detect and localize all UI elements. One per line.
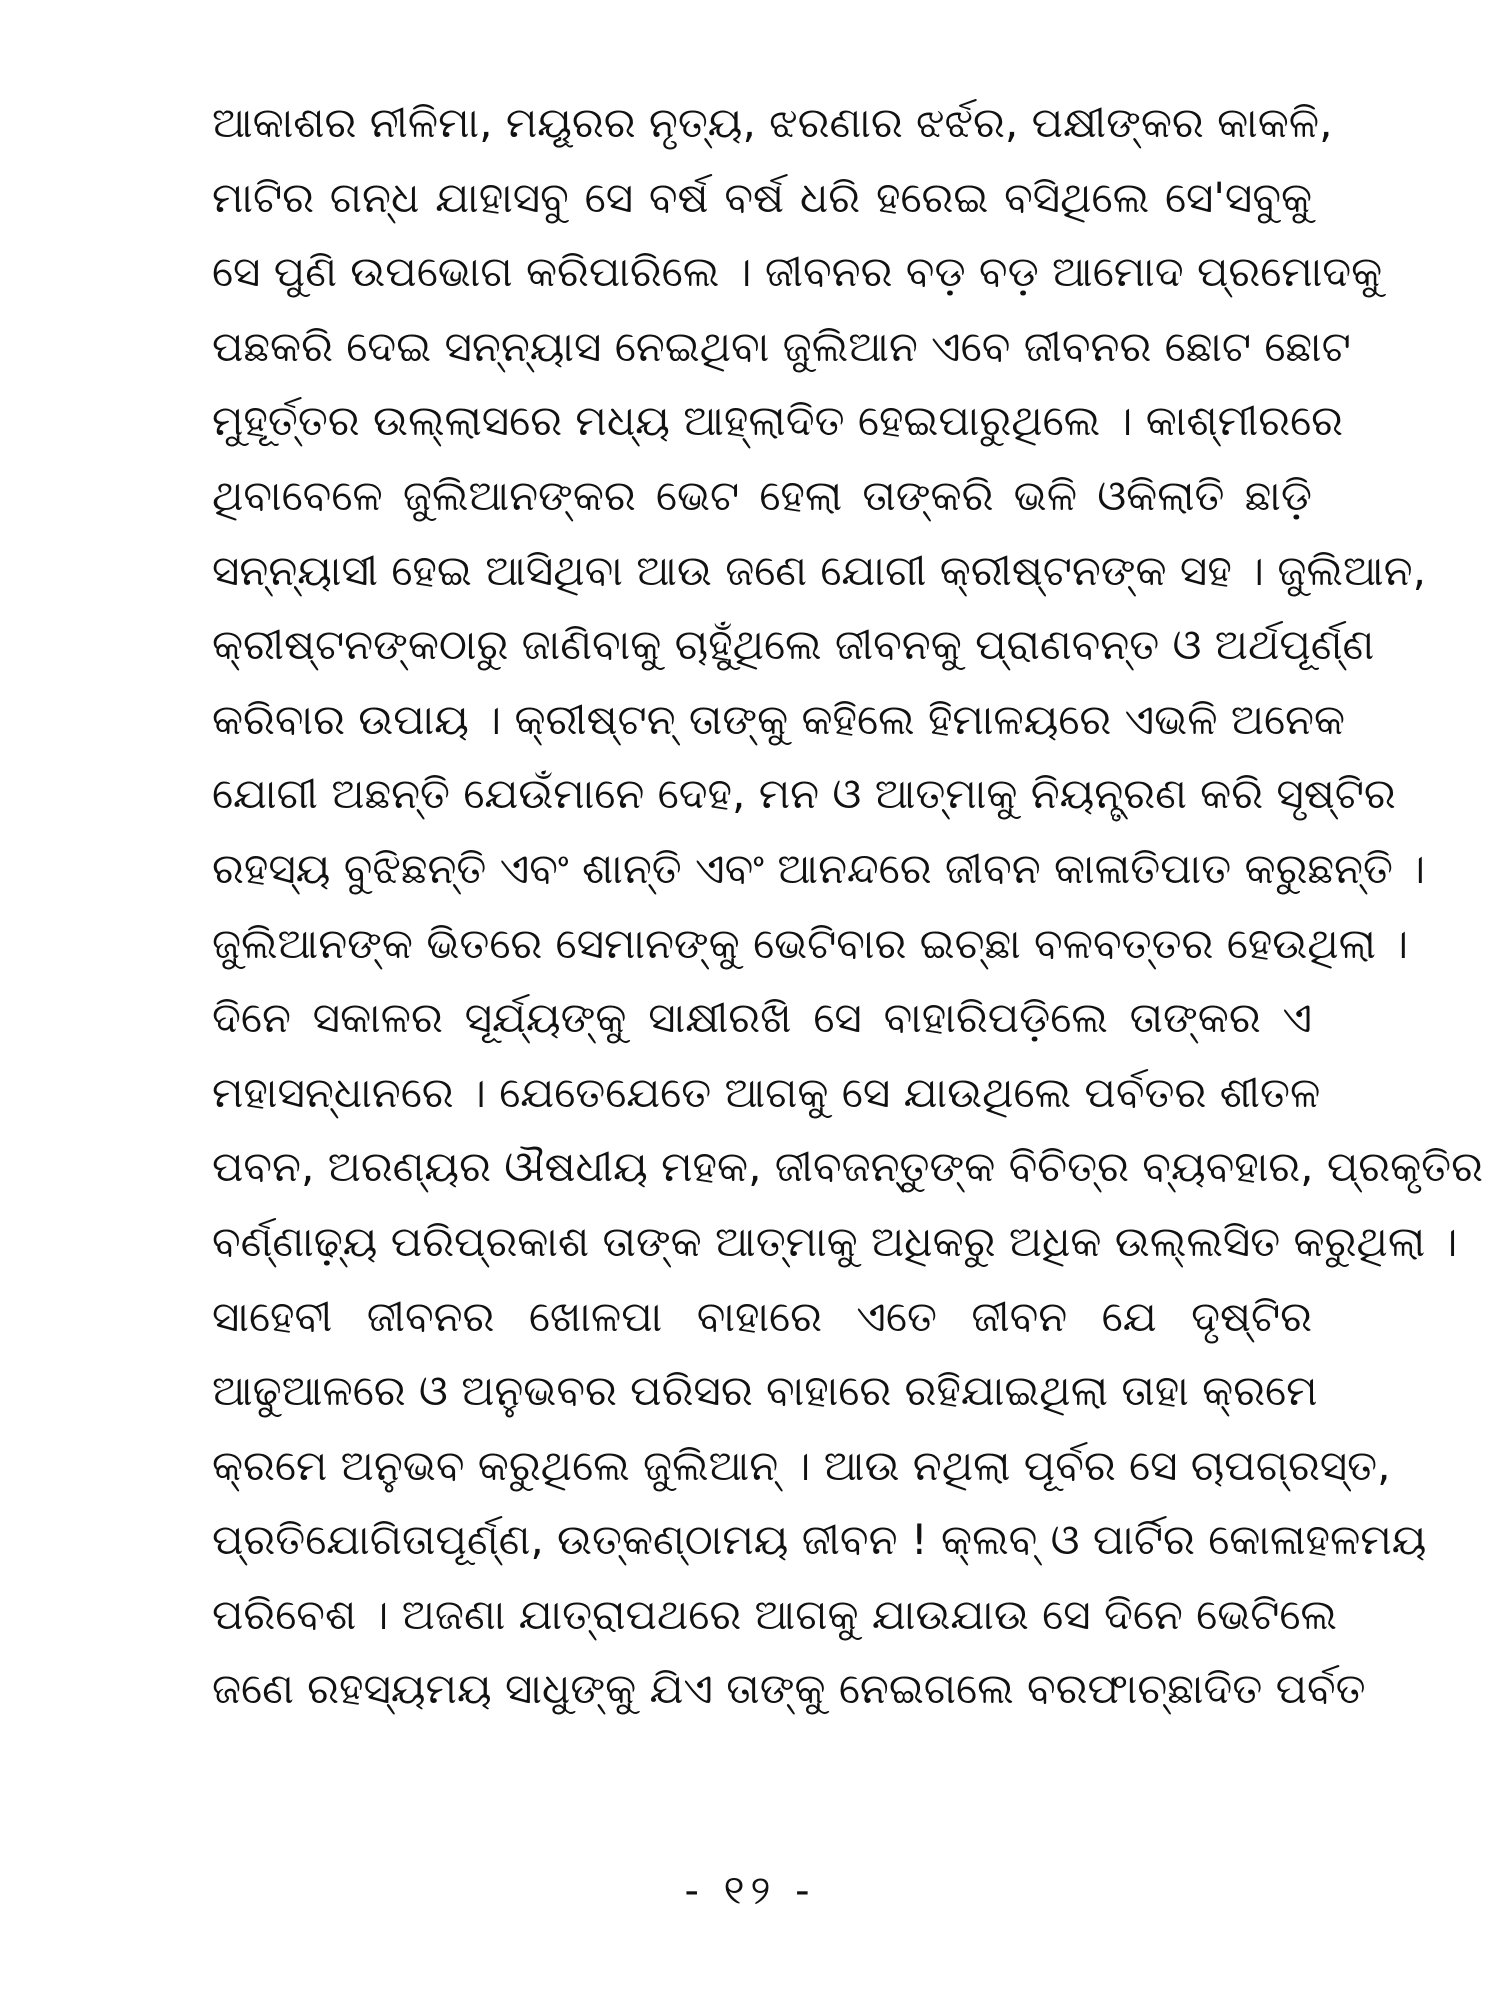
text-line: କ୍ରୀଷ୍ଟନଙ୍କଠାରୁ ଜାଣିବାକୁ ଚାହୁଁଥିଲେ ଜୀବନକୁ ପ୍ରାଣବନ୍ତ ଓ ଅର୍ଥପୂର୍ଣ୍ଣ <box>212 620 1375 670</box>
text-line: ସେ ପୁଣି ଉପଭୋଗ କରିପାରିଲେ । ଜୀବନର ବଡ଼ ବଡ଼ ଆମୋଦ ପ୍ରମୋଦକୁ <box>212 247 1383 297</box>
text-line: ଜୁଲିଆନଙ୍କ ଭିତରେ ସେମାନଙ୍କୁ ଭେଟିବାର ଇଚ୍ଛା ବଳବତ୍ତର ହେଉଥିଲା । <box>212 918 1409 968</box>
text-line: ଜଣେ ରହସ୍ୟମୟ ସାଧୁଙ୍କୁ ଯିଏ ତାଙ୍କୁ ନେଇଗଲେ ବରଫାଚ୍ଛାଦିତ ପର୍ବତ <box>212 1664 1366 1714</box>
text-line: ପରିବେଶ । ଅଜଣା ଯାତ୍ରାପଥରେ ଆଗକୁ ଯାଉଯାଉ ସେ ଦିନେ ଭେଟିଲେ <box>212 1589 1337 1639</box>
text-line: କରିବାର ଉପାୟ । କ୍ରୀଷ୍ଟନ୍ ତାଙ୍କୁ କହିଲେ ହିମାଳୟରେ ଏଭଳି ଅନେକ <box>212 694 1346 744</box>
text-line: ବର୍ଣ୍ଣାଢ଼୍ୟ ପରିପ୍ରକାଶ ତାଙ୍କ ଆତ୍ମାକୁ ଅଧିକରୁ ଅଧିକ ଉଲ୍ଲସିତ କରୁଥିଲା । <box>212 1216 1458 1266</box>
text-line: କ୍ରମେ ଅନୁଭବ କରୁଥିଲେ ଜୁଲିଆନ୍ । ଆଉ ନଥିଲା ପୂର୍ବର ସେ ଚାପଗ୍ରସ୍ତ, <box>212 1440 1391 1490</box>
text-line: ସାହେବୀ ଜୀବନର ଖୋଳପା ବାହାରେ ଏତେ ଜୀବନ ଯେ ଦୃଷ୍ଟିର <box>212 1291 1312 1341</box>
text-line: ପ୍ରତିଯୋଗିତାପୂର୍ଣ୍ଣ, ଉତ୍କଣ୍ଠାମୟ ଜୀବନ ! କ୍ଲବ୍ ଓ ପାର୍ଟିର କୋଳାହଳମୟ <box>212 1515 1427 1565</box>
body-text <box>212 86 1483 1727</box>
text-line: ଯୋଗୀ ଅଛନ୍ତି ଯେଉଁମାନେ ଦେହ, ମନ ଓ ଆତ୍ମାକୁ ନିୟନ୍ତ୍ରଣ କରି ସୃଷ୍ଟିର <box>212 769 1396 819</box>
text-line: ଥିବାବେଳେ ଜୁଲିଆନଙ୍କର ଭେଟ ହେଲା ତାଙ୍କରି ଭଳି ଓକିଲାତି ଛାଡ଼ି <box>212 470 1312 520</box>
text-line: ମାଟିର ଗନ୍ଧ ଯାହାସବୁ ସେ ବର୍ଷ ବର୍ଷ ଧରି ହରେଇ ବସିଥିଲେ ସେ'ସବୁକୁ <box>212 172 1312 222</box>
text-line: ମୁହୂର୍ତ୍ତର ଉଲ୍ଲାସରେ ମଧ୍ୟ ଆହ୍ଲାଦିତ ହେଇପାରୁଥିଲେ । କାଶ୍ମୀରରେ <box>212 396 1343 446</box>
text-line: ମହାସନ୍ଧାନରେ । ଯେତେଯେତେ ଆଗକୁ ସେ ଯାଉଥିଲେ ପର୍ବତର ଶୀତଳ <box>212 1067 1321 1117</box>
text-line: ଦିନେ ସକାଳର ସୂର୍ଯ୍ୟଙ୍କୁ ସାକ୍ଷୀରଖି ସେ ବାହାରିପଡ଼ିଲେ ତାଙ୍କର ଏ <box>212 993 1312 1043</box>
text-line: ଆଢୁଆଳରେ ଓ ଅନୁଭବର ପରିସର ବାହାରେ ରହିଯାଇଥିଲା ତାହା କ୍ରମେ <box>212 1366 1318 1416</box>
text-line: ସନ୍ନ୍ୟାସୀ ହେଇ ଆସିଥିବା ଆଉ ଜଣେ ଯୋଗୀ କ୍ରୀଷ୍ଟନଙ୍କ ସହ । ଜୁଲିଆନ, <box>212 545 1426 595</box>
text-line: ପଛକରି ଦେଇ ସନ୍ନ୍ୟାସ ନେଇଥିବା ଜୁଲିଆନ ଏବେ ଜୀବନର ଛୋଟ ଛୋଟ <box>212 321 1351 371</box>
page-number: - ୧୨ - <box>684 1868 816 1914</box>
text-line: ଆକାଶର ନୀଳିମା, ମୟୂରର ନୃତ୍ୟ, ଝରଣାର ଝର୍ଝର, ପକ୍ଷୀଙ୍କର କାକଳି, <box>212 98 1333 147</box>
text-line: ପବନ, ଅରଣ୍ୟର ଔଷଧୀୟ ମହକ, ଜୀବଜନ୍ତୁଙ୍କ ବିଚିତ୍ର ବ୍ୟବହାର, ପ୍ରକୃତିର <box>212 1142 1483 1192</box>
text-line: ରହସ୍ୟ ବୁଝିଛନ୍ତି ଏବଂ ଶାନ୍ତି ଏବଂ ଆନନ୍ଦରେ ଜୀବନ କାଳାତିପାତ କରୁଛନ୍ତି । <box>212 843 1426 893</box>
